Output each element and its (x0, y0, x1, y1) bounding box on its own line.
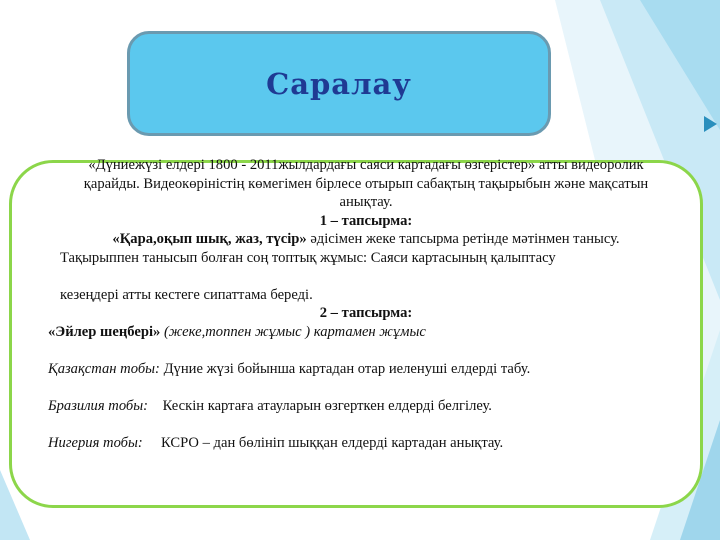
task2-mode: (жеке,топпен жұмыс ) картамен жұмыс (160, 323, 426, 340)
task1-line (48, 230, 684, 249)
task1-method: «Қара,оқып шық, жаз, түсір» (112, 231, 307, 247)
intro-text: «Дүниежүзі елдері 1800 - 2011жылдардағы саяси картадағы өзгерістер» атты видеоролик қарайды. Видеокөріністің көмегімен бірлесе отырып сабақтың тақырыбын және мақсатын анықтау. (83, 157, 649, 210)
group-name: Бразилия тобы: (48, 397, 149, 414)
content-text (48, 156, 684, 452)
task1-text: әдісімен жеке тапсырма ретінде мәтінмен танысу. (306, 231, 620, 247)
group-name: Қазақстан тобы: (48, 360, 160, 377)
group-task: КСРО – дан бөлініп шыққан елдерді картадан анықтау. (142, 434, 504, 451)
task1-heading: 1 – тапсырма: (319, 212, 413, 229)
group-task: Дүние жүзі бойынша картадан отар иеленуші елдерді табу. (159, 360, 531, 377)
slide-title: Саралау (266, 66, 412, 101)
task1-followup-1: Тақырыппен танысып болған соң топтық жұмыс: Саяси картасының қалыптасу (60, 249, 556, 266)
group-nigeria (48, 434, 684, 453)
task2-heading: 2 – тапсырма: (319, 305, 413, 321)
task2-method: «Эйлер шеңбері» (48, 323, 161, 340)
title-box (127, 31, 551, 136)
group-name: Нигерия тобы: (48, 434, 143, 451)
group-task: Кескін картаға атауларын өзгерткен елдерді белгілеу. (148, 397, 492, 414)
task2-line (48, 323, 684, 342)
group-brazil (48, 397, 684, 416)
task1-followup-2: кезеңдері атты кестеге сипаттама береді. (60, 286, 313, 303)
group-kazakhstan (48, 360, 684, 379)
